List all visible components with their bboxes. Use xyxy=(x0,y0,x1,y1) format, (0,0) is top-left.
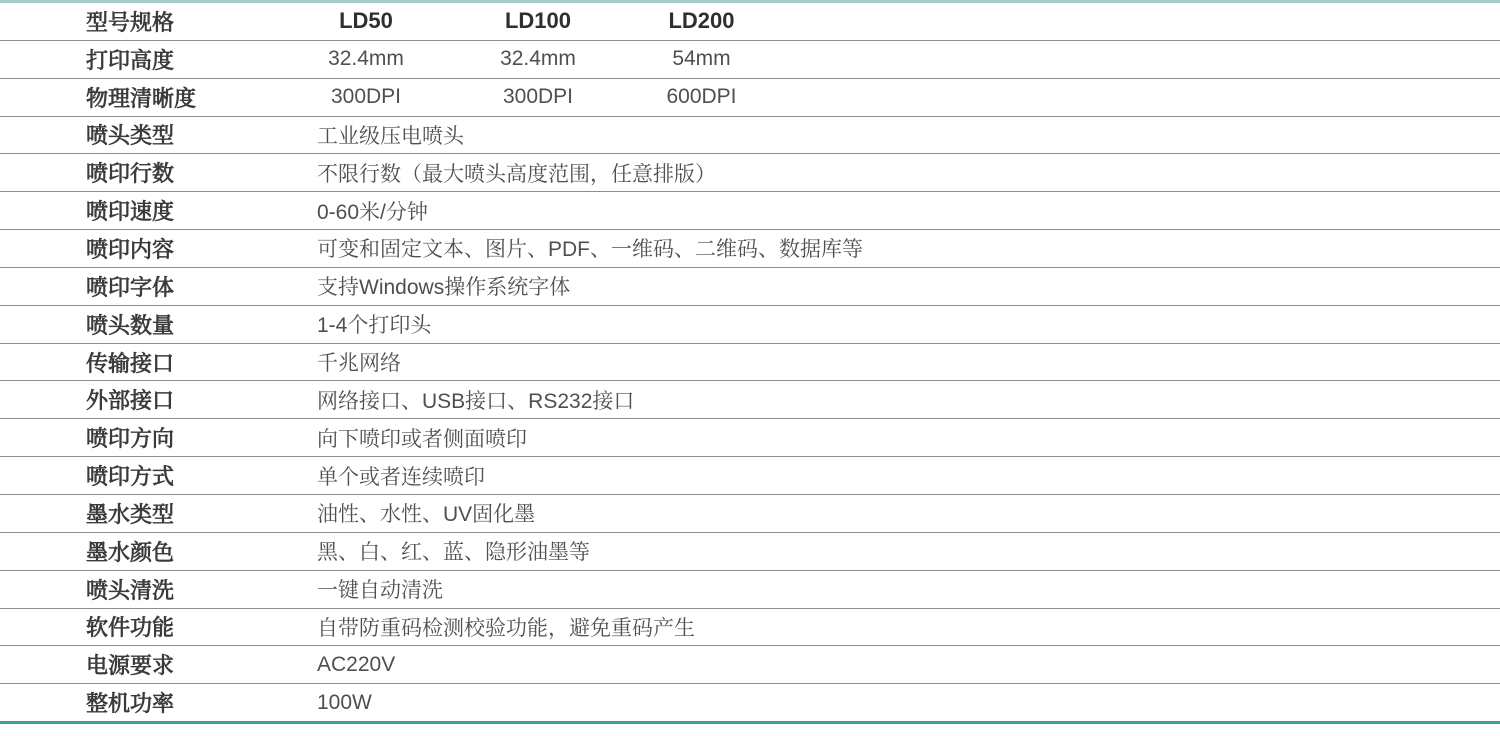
table-row-printhead-count xyxy=(0,306,1500,344)
row-label: 打印高度 xyxy=(86,47,175,73)
table-row-print-height xyxy=(0,41,1500,79)
row-label: 喷印内容 xyxy=(86,236,175,262)
table-row-print-lines xyxy=(0,154,1500,192)
cell-value: 300DPI xyxy=(330,85,402,109)
row-label: 墨水颜色 xyxy=(86,539,175,565)
row-label: 喷印方式 xyxy=(86,464,175,490)
row-label: 喷头类型 xyxy=(86,123,175,149)
row-label: 墨水类型 xyxy=(86,501,175,527)
table-row-print-direction xyxy=(0,419,1500,457)
cell-value: 单个或者连续喷印 xyxy=(317,465,485,489)
table-row-ink-color xyxy=(0,533,1500,571)
table-row-total-power xyxy=(0,684,1500,721)
cell-value: 工业级压电喷头 xyxy=(317,124,464,148)
cell-value: 可变和固定文本、图片、PDF、一维码、二维码、数据库等 xyxy=(317,238,863,262)
table-row-print-content xyxy=(0,230,1500,268)
row-label: 整机功率 xyxy=(86,691,175,717)
cell-value: 网络接口、USB接口、RS232接口 xyxy=(317,389,635,413)
row-label: 喷印方向 xyxy=(86,426,175,452)
cell-value: 32.4mm xyxy=(328,47,404,71)
cell-value: 54mm xyxy=(672,47,731,71)
cell-value: 黑、白、红、蓝、隐形油墨等 xyxy=(317,541,590,565)
cell-value: 支持Windows操作系统字体 xyxy=(317,276,571,300)
cell-value: 不限行数（最大喷头高度范围，任意排版） xyxy=(317,162,716,186)
model-name-ld50: LD50 xyxy=(339,8,393,34)
model-name-ld100: LD100 xyxy=(504,8,572,34)
cell-value: 一键自动清洗 xyxy=(317,579,443,603)
cell-value: 600DPI xyxy=(666,85,737,109)
table-row-ink-type xyxy=(0,495,1500,533)
table-row-power-requirement xyxy=(0,646,1500,684)
cell-value: 300DPI xyxy=(502,85,574,109)
row-label: 喷头数量 xyxy=(86,312,175,338)
row-label: 软件功能 xyxy=(86,615,175,641)
row-label: 喷头清洗 xyxy=(86,577,175,603)
cell-value: 自带防重码检测校验功能，避免重码产生 xyxy=(317,616,695,640)
table-row-transfer-interface xyxy=(0,344,1500,382)
table-row-model xyxy=(0,3,1500,41)
cell-value: 千兆网络 xyxy=(317,352,401,376)
table-row-printhead-type xyxy=(0,117,1500,155)
table-row-print-font xyxy=(0,268,1500,306)
cell-value: 1-4个打印头 xyxy=(317,314,432,338)
cell-value: 0-60米/分钟 xyxy=(317,200,428,224)
cell-value: 32.4mm xyxy=(500,47,576,71)
cell-value: AC220V xyxy=(317,652,396,676)
table-row-print-speed xyxy=(0,192,1500,230)
row-label: 型号规格 xyxy=(86,9,175,35)
table-row-external-interface xyxy=(0,381,1500,419)
table-row-print-mode xyxy=(0,457,1500,495)
table-row-software-feature xyxy=(0,609,1500,647)
cell-value: 油性、水性、UV固化墨 xyxy=(317,503,536,527)
row-label: 电源要求 xyxy=(86,653,175,679)
row-label: 外部接口 xyxy=(86,388,175,414)
table-row-resolution xyxy=(0,79,1500,117)
cell-value: 100W xyxy=(317,690,372,714)
row-label: 喷印字体 xyxy=(86,274,175,300)
table-row-printhead-cleaning xyxy=(0,571,1500,609)
row-label: 喷印行数 xyxy=(86,161,175,187)
row-label: 喷印速度 xyxy=(86,199,175,225)
model-name-ld200: LD200 xyxy=(668,8,735,34)
row-label: 传输接口 xyxy=(86,350,175,376)
cell-value: 向下喷印或者侧面喷印 xyxy=(317,427,527,451)
row-label: 物理清晰度 xyxy=(86,85,197,111)
